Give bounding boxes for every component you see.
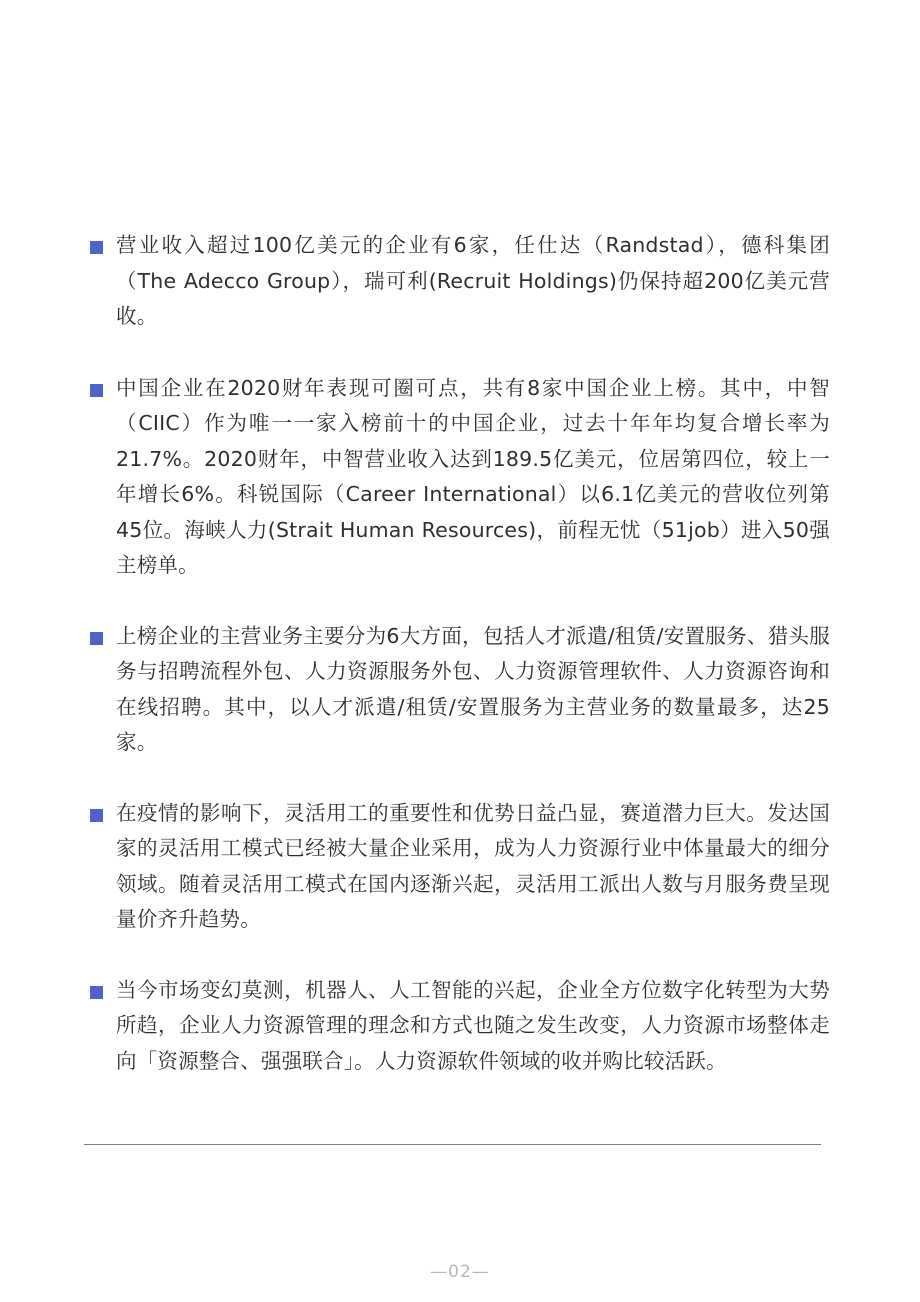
bullet-text: 当今市场变幻莫测，机器人、人工智能的兴起，企业全方位数字化转型为大势所趋，企业人力资源管理的理念和方式也随之发生改变，人力资源市场整体走向「资源整合、强强联合」。人力资源软件领域的收并购比较活跃。 — [116, 977, 830, 1073]
bullet-item-4 — [90, 796, 830, 938]
square-bullet-icon — [90, 241, 103, 254]
square-bullet-icon — [90, 384, 103, 397]
bullet-item-2 — [90, 371, 830, 584]
square-bullet-icon — [90, 632, 103, 645]
page-number: —02— — [430, 1262, 490, 1282]
bullet-item-5 — [90, 973, 830, 1080]
footer-divider — [84, 1144, 821, 1145]
square-bullet-icon — [90, 986, 103, 999]
bullet-text: 营业收入超过100亿美元的企业有6家，任仕达（Randstad），德科集团（The Adecco Group），瑞可利(Recruit Holdings)仍保持超200亿美元营收。 — [116, 233, 830, 328]
square-bullet-icon — [90, 809, 103, 822]
bullet-item-1 — [90, 228, 830, 335]
bullet-item-3 — [90, 619, 830, 761]
bullet-text: 上榜企业的主营业务主要分为6大方面，包括人才派遣/租赁/安置服务、猎头服务与招聘流程外包、人力资源服务外包、人力资源管理软件、人力资源咨询和在线招聘。其中，以人才派遣/租赁/安置服务为主营业务的数量最多，达25家。 — [116, 623, 830, 754]
bullet-list — [90, 228, 830, 1114]
bullet-text: 在疫情的影响下，灵活用工的重要性和优势日益凸显，赛道潜力巨大。发达国家的灵活用工模式已经被大量企业采用，成为人力资源行业中体量最大的细分领域。随着灵活用工模式在国内逐渐兴起，灵活用工派出人数与月服务费呈现量价齐升趋势。 — [116, 800, 830, 931]
bullet-text: 中国企业在2020财年表现可圈可点，共有8家中国企业上榜。其中，中智（CIIC）作为唯一一家入榜前十的中国企业，过去十年年均复合增长率为21.7%。2020财年，中智营业收入达到189.5亿美元，位居第四位，较上一年增长6%。科锐国际（Career International）以6.1亿美元的营收位列第45位。海峡人力(Strait Human Resources)，前程无忧（51job）进入50强主榜单。 — [116, 375, 830, 577]
